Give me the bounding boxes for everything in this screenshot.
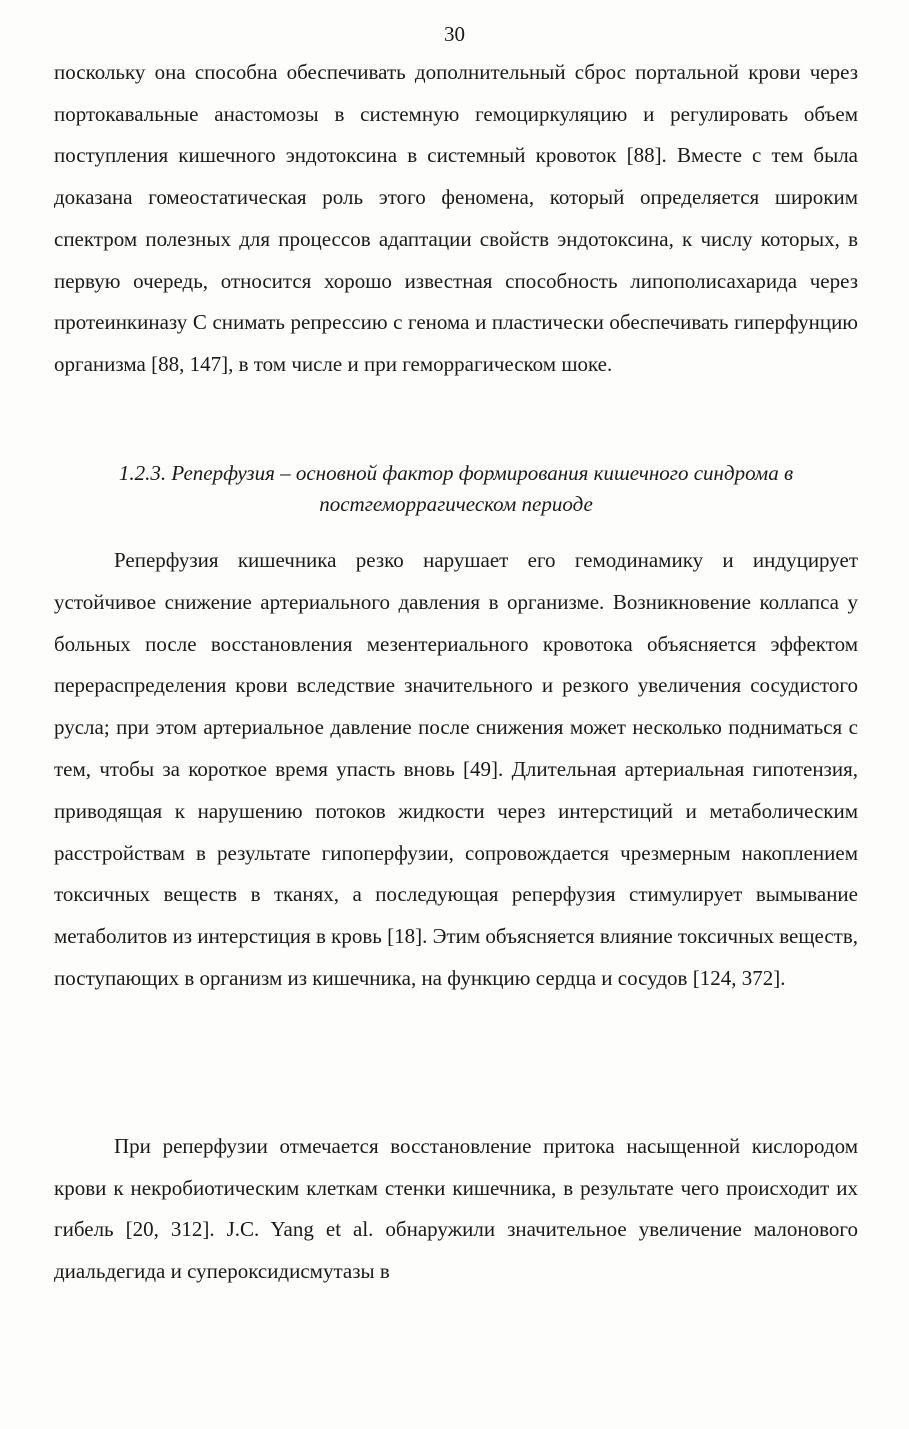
section-heading-line-1: 1.2.3. Реперфузия – основной фактор формирования кишечного синдрома в bbox=[118, 461, 794, 485]
paragraph-3 bbox=[54, 1126, 858, 1293]
section-heading-line-2: постгеморрагическом периоде bbox=[319, 492, 593, 516]
section-heading bbox=[54, 458, 858, 520]
page-number: 30 bbox=[444, 22, 465, 46]
paragraph-1 bbox=[54, 52, 858, 386]
paragraph-3-text: При реперфузии отмечается восстановление притока насыщенной кислородом крови к некробиотическим клеткам стенки кишечника, в результате чего происходит их гибель [20, 312]. J.C. Yang et al. обнаружили значительное увеличение малонового диальдегида и супероксидисмутазы в bbox=[54, 1134, 858, 1284]
paragraph-2 bbox=[54, 540, 858, 1000]
paragraph-2-text: Реперфузия кишечника резко нарушает его гемодинамику и индуцирует устойчивое снижение артериального давления в организме. Возникновение коллапса у больных после восстановления мезентериального кровотока объясняется эффектом перераспределения крови вследствие значительного и резкого увеличения сосудистого русла; при этом артериальное давление после снижения может несколько подниматься с тем, чтобы за короткое время упасть вновь [49]. Длительная артериальная гипотензия, приводящая к нарушению потоков жидкости через интерстиций и метаболическим расстройствам в результате гипоперфузии, сопровождается чрезмерным накоплением токсичных веществ в тканях, а последующая реперфузия стимулирует вымывание метаболитов из интерстиция в кровь [18]. Этим объясняется влияние токсичных веществ, поступающих в организм из кишечника, на функцию сердца и сосудов [124, 372]. bbox=[54, 548, 858, 990]
paragraph-1-text: поскольку она способна обеспечивать дополнительный сброс портальной крови через портокавальные анастомозы в системную гемоциркуляцию и регулировать объем поступления кишечного эндотоксина в системный кровоток [88]. Вместе с тем была доказана гомеостатическая роль этого феномена, который определяется широким спектром полезных для процессов адаптации свойств эндотоксина, к числу которых, в первую очередь, относится хорошо известная способность липополисахарида через протеинкиназу С снимать репрессию с генома и пластически обеспечивать гиперфунцию организма [88, 147], в том числе и при геморрагическом шоке. bbox=[54, 60, 858, 376]
